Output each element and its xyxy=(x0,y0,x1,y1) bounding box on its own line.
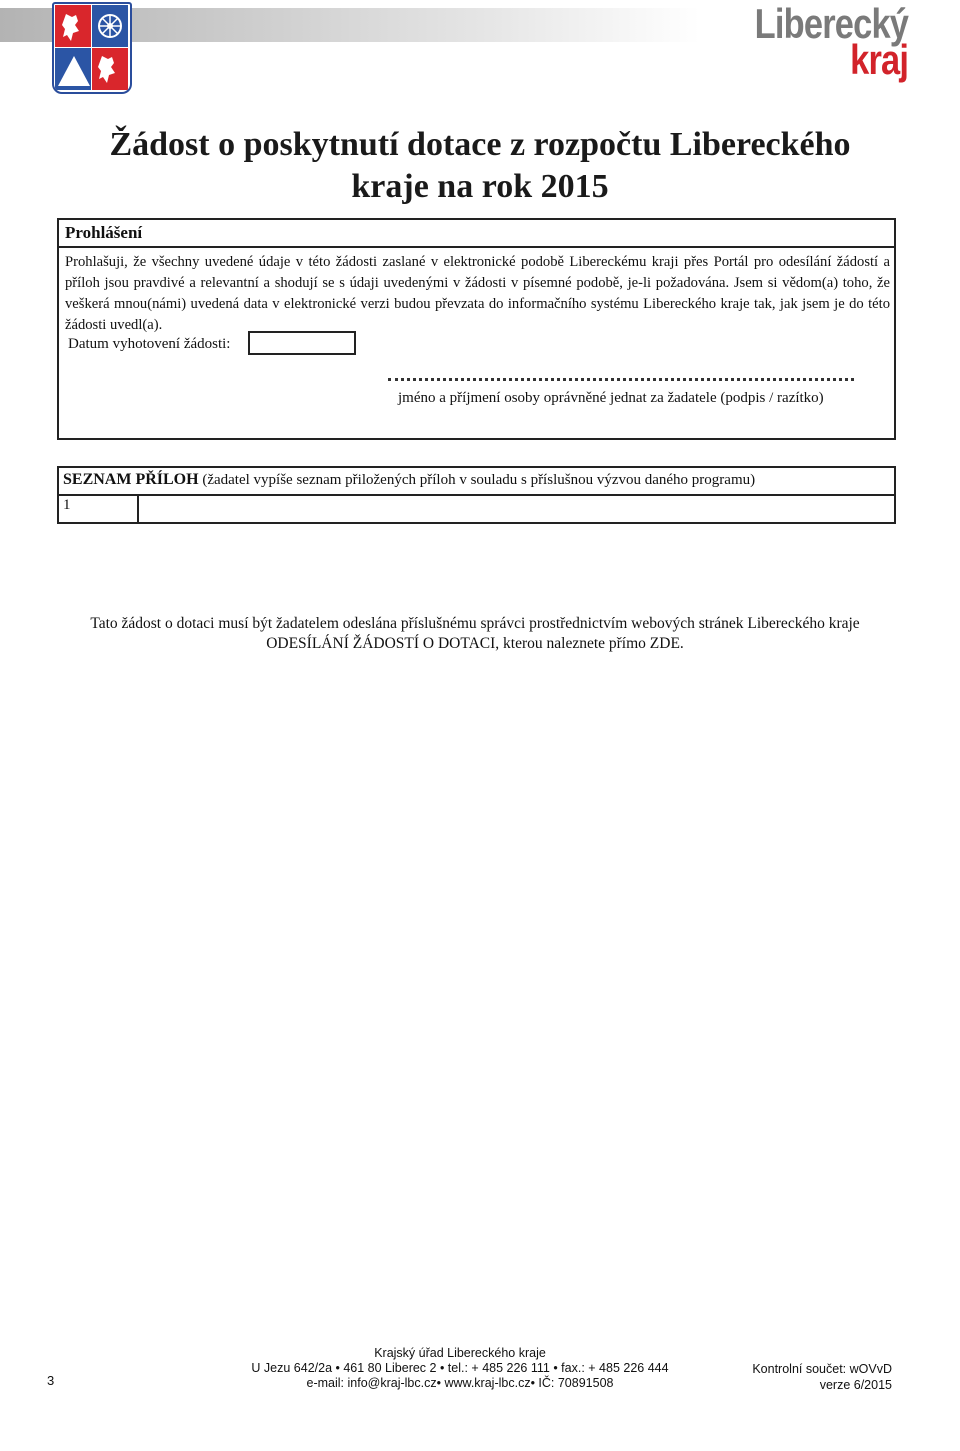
notice-line1: Tato žádost o dotaci musí být žadatelem odeslána příslušnému správci prostřednictvím webových stránek Libereckého kraje xyxy=(90,615,860,632)
footer-address xyxy=(200,1346,720,1391)
attachments-heading-note: (žadatel vypíše seznam přiložených příloh v souladu s příslušnou výzvou daného programu) xyxy=(202,472,756,488)
footer-office: Krajský úřad Libereckého kraje xyxy=(374,1346,546,1360)
footer-meta xyxy=(752,1361,892,1393)
submission-notice xyxy=(70,614,880,654)
attachments-heading xyxy=(59,468,894,496)
page-title: Žádost o poskytnutí dotace z rozpočtu Libereckého kraje na rok 2015 xyxy=(109,126,851,205)
version: verze 6/2015 xyxy=(819,1378,892,1392)
attachments-box xyxy=(57,466,896,524)
coat-of-arms-icon xyxy=(52,2,132,94)
notice-line2: ODESÍLÁNÍ ŽÁDOSTÍ O DOTACI, kterou naleznete přímo ZDE. xyxy=(266,635,684,652)
attachment-row-field[interactable] xyxy=(139,494,894,522)
checksum: Kontrolní součet: wOVvD xyxy=(752,1362,892,1376)
attachment-row-number: 1 xyxy=(59,494,139,522)
page-number: 3 xyxy=(47,1373,55,1388)
brand-line2: kraj xyxy=(849,36,908,83)
signature-line xyxy=(388,372,854,381)
footer-address-line: U Jezu 642/2a • 461 80 Liberec 2 • tel.: + 485 226 111 • fax.: + 485 226 444 xyxy=(251,1361,669,1375)
declaration-heading: Prohlášení xyxy=(59,220,894,248)
date-label: Datum vyhotovení žádosti: xyxy=(68,336,231,352)
brand-logo xyxy=(721,0,908,83)
brand-line1: Liberecký xyxy=(754,0,908,47)
attachments-heading-title: SEZNAM PŘÍLOH xyxy=(63,471,199,488)
footer-contact: e-mail: info@kraj-lbc.cz• www.kraj-lbc.cz• IČ: 70891508 xyxy=(306,1376,614,1390)
signature-caption: jméno a příjmení osoby oprávněné jednat za žadatele (podpis / razítko) xyxy=(398,390,824,406)
date-field[interactable] xyxy=(248,331,356,355)
declaration-text: Prohlašuji, že všechny uvedené údaje v této žádosti zaslané v elektronické podobě Libereckému kraji přes Portál pro odesílání žádostí a příloh jsou pravdivé a relevantní a shodují se s údaji uvedenými v žádosti v písemné podobě, je-li požadována. Jsem si vědom(a) toho, že veškerá mnou(námi) uvedená data v elektronické verzi budou převzata do informačního systému Libereckého kraje tak, jak jsem je do této žádosti uvedl(a). xyxy=(65,254,890,333)
